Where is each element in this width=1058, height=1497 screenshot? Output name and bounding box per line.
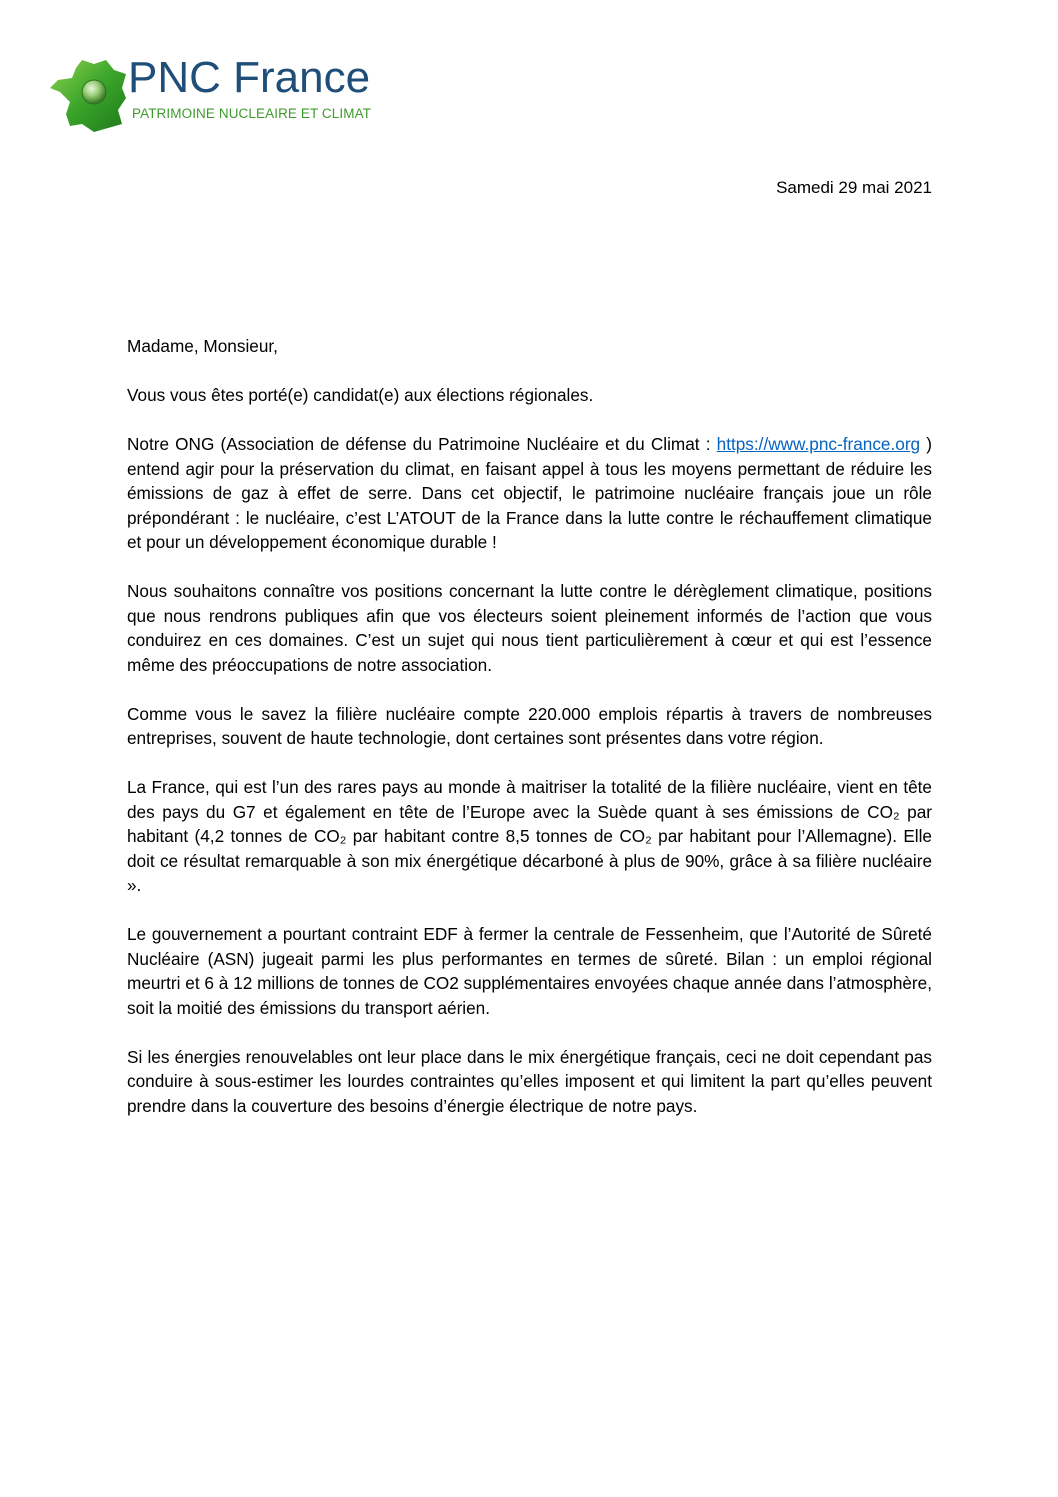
paragraph-emissions: La France, qui est l’un des rares pays au monde à maitriser la totalité de la filière nucléaire, vient en tête des pays du G7 et également en tête de l’Europe avec la Suède quant à ses émissions de CO₂ par habitant (4,2 tonnes de CO₂ par habitant contre 8,5 tonnes de CO₂ par habitant pour l’Allemagne). Elle doit ce résultat remarquable à son mix énergétique décarboné à plus de 90%, grâce à sa filière nucléaire ». xyxy=(127,777,932,895)
logo-subtitle: PATRIMOINE NUCLEAIRE ET CLIMAT xyxy=(132,106,372,121)
paragraph-positions: Nous souhaitons connaître vos positions concernant la lutte contre le dérèglement climatique, positions que nous rendrons publiques afin que vos électeurs soient pleinement informés de l’action que vous conduirez en ces domaines. C’est un sujet qui nous tient particulièrement à cœur et qui est l’essence même des préoccupations de notre association. xyxy=(127,581,932,675)
letter-body xyxy=(127,334,932,1143)
paragraph-fessenheim: Le gouvernement a pourtant contraint EDF à fermer la centrale de Fessenheim, que l’Autorité de Sûreté Nucléaire (ASN) jugeait parmi les plus performantes en termes de sûreté. Bilan : un emploi régional meurtri et 6 à 12 millions de tonnes de CO2 supplémentaires envoyées chaque année dans l’atmosphère, soit la moitié des émissions du transport aérien. xyxy=(127,924,932,1018)
paragraph-candidacy: Vous vous êtes porté(e) candidat(e) aux élections régionales. xyxy=(127,385,594,405)
france-map-globe-icon xyxy=(48,54,130,134)
logo-title: PNC France xyxy=(128,53,371,102)
salutation: Madame, Monsieur, xyxy=(127,336,278,356)
paragraph-ong-rest: ) entend agir pour la préservation du climat, en faisant appel à tous les moyens permettant de réduire les émissions de gaz à effet de serre. Dans cet objectif, le patrimoine nucléaire français joue un rôle prépondérant : le nucléaire, c’est L’ATOUT de la France dans la lutte contre le réchauffement climatique et pour un développement économique durable ! xyxy=(127,434,932,552)
letter-date: Samedi 29 mai 2021 xyxy=(776,178,932,197)
pnc-france-logo xyxy=(48,50,398,130)
paragraph-ong xyxy=(127,432,932,555)
website-link[interactable]: https://www.pnc-france.org xyxy=(716,434,921,454)
paragraph-jobs: Comme vous le savez la filière nucléaire compte 220.000 emplois répartis à travers de nombreuses entreprises, souvent de haute technologie, dont certaines sont présentes dans votre région. xyxy=(127,703,932,748)
paragraph-ong-intro: Notre ONG (Association de défense du Patrimoine Nucléaire et du Climat : xyxy=(127,434,717,454)
paragraph-renewables: Si les énergies renouvelables ont leur place dans le mix énergétique français, ceci ne doit cependant pas conduire à sous-estimer les lourdes contraintes qu’elles imposent et qui limitent la part qu’elles peuvent prendre dans la couverture des besoins d’énergie électrique de notre pays. xyxy=(127,1046,932,1116)
